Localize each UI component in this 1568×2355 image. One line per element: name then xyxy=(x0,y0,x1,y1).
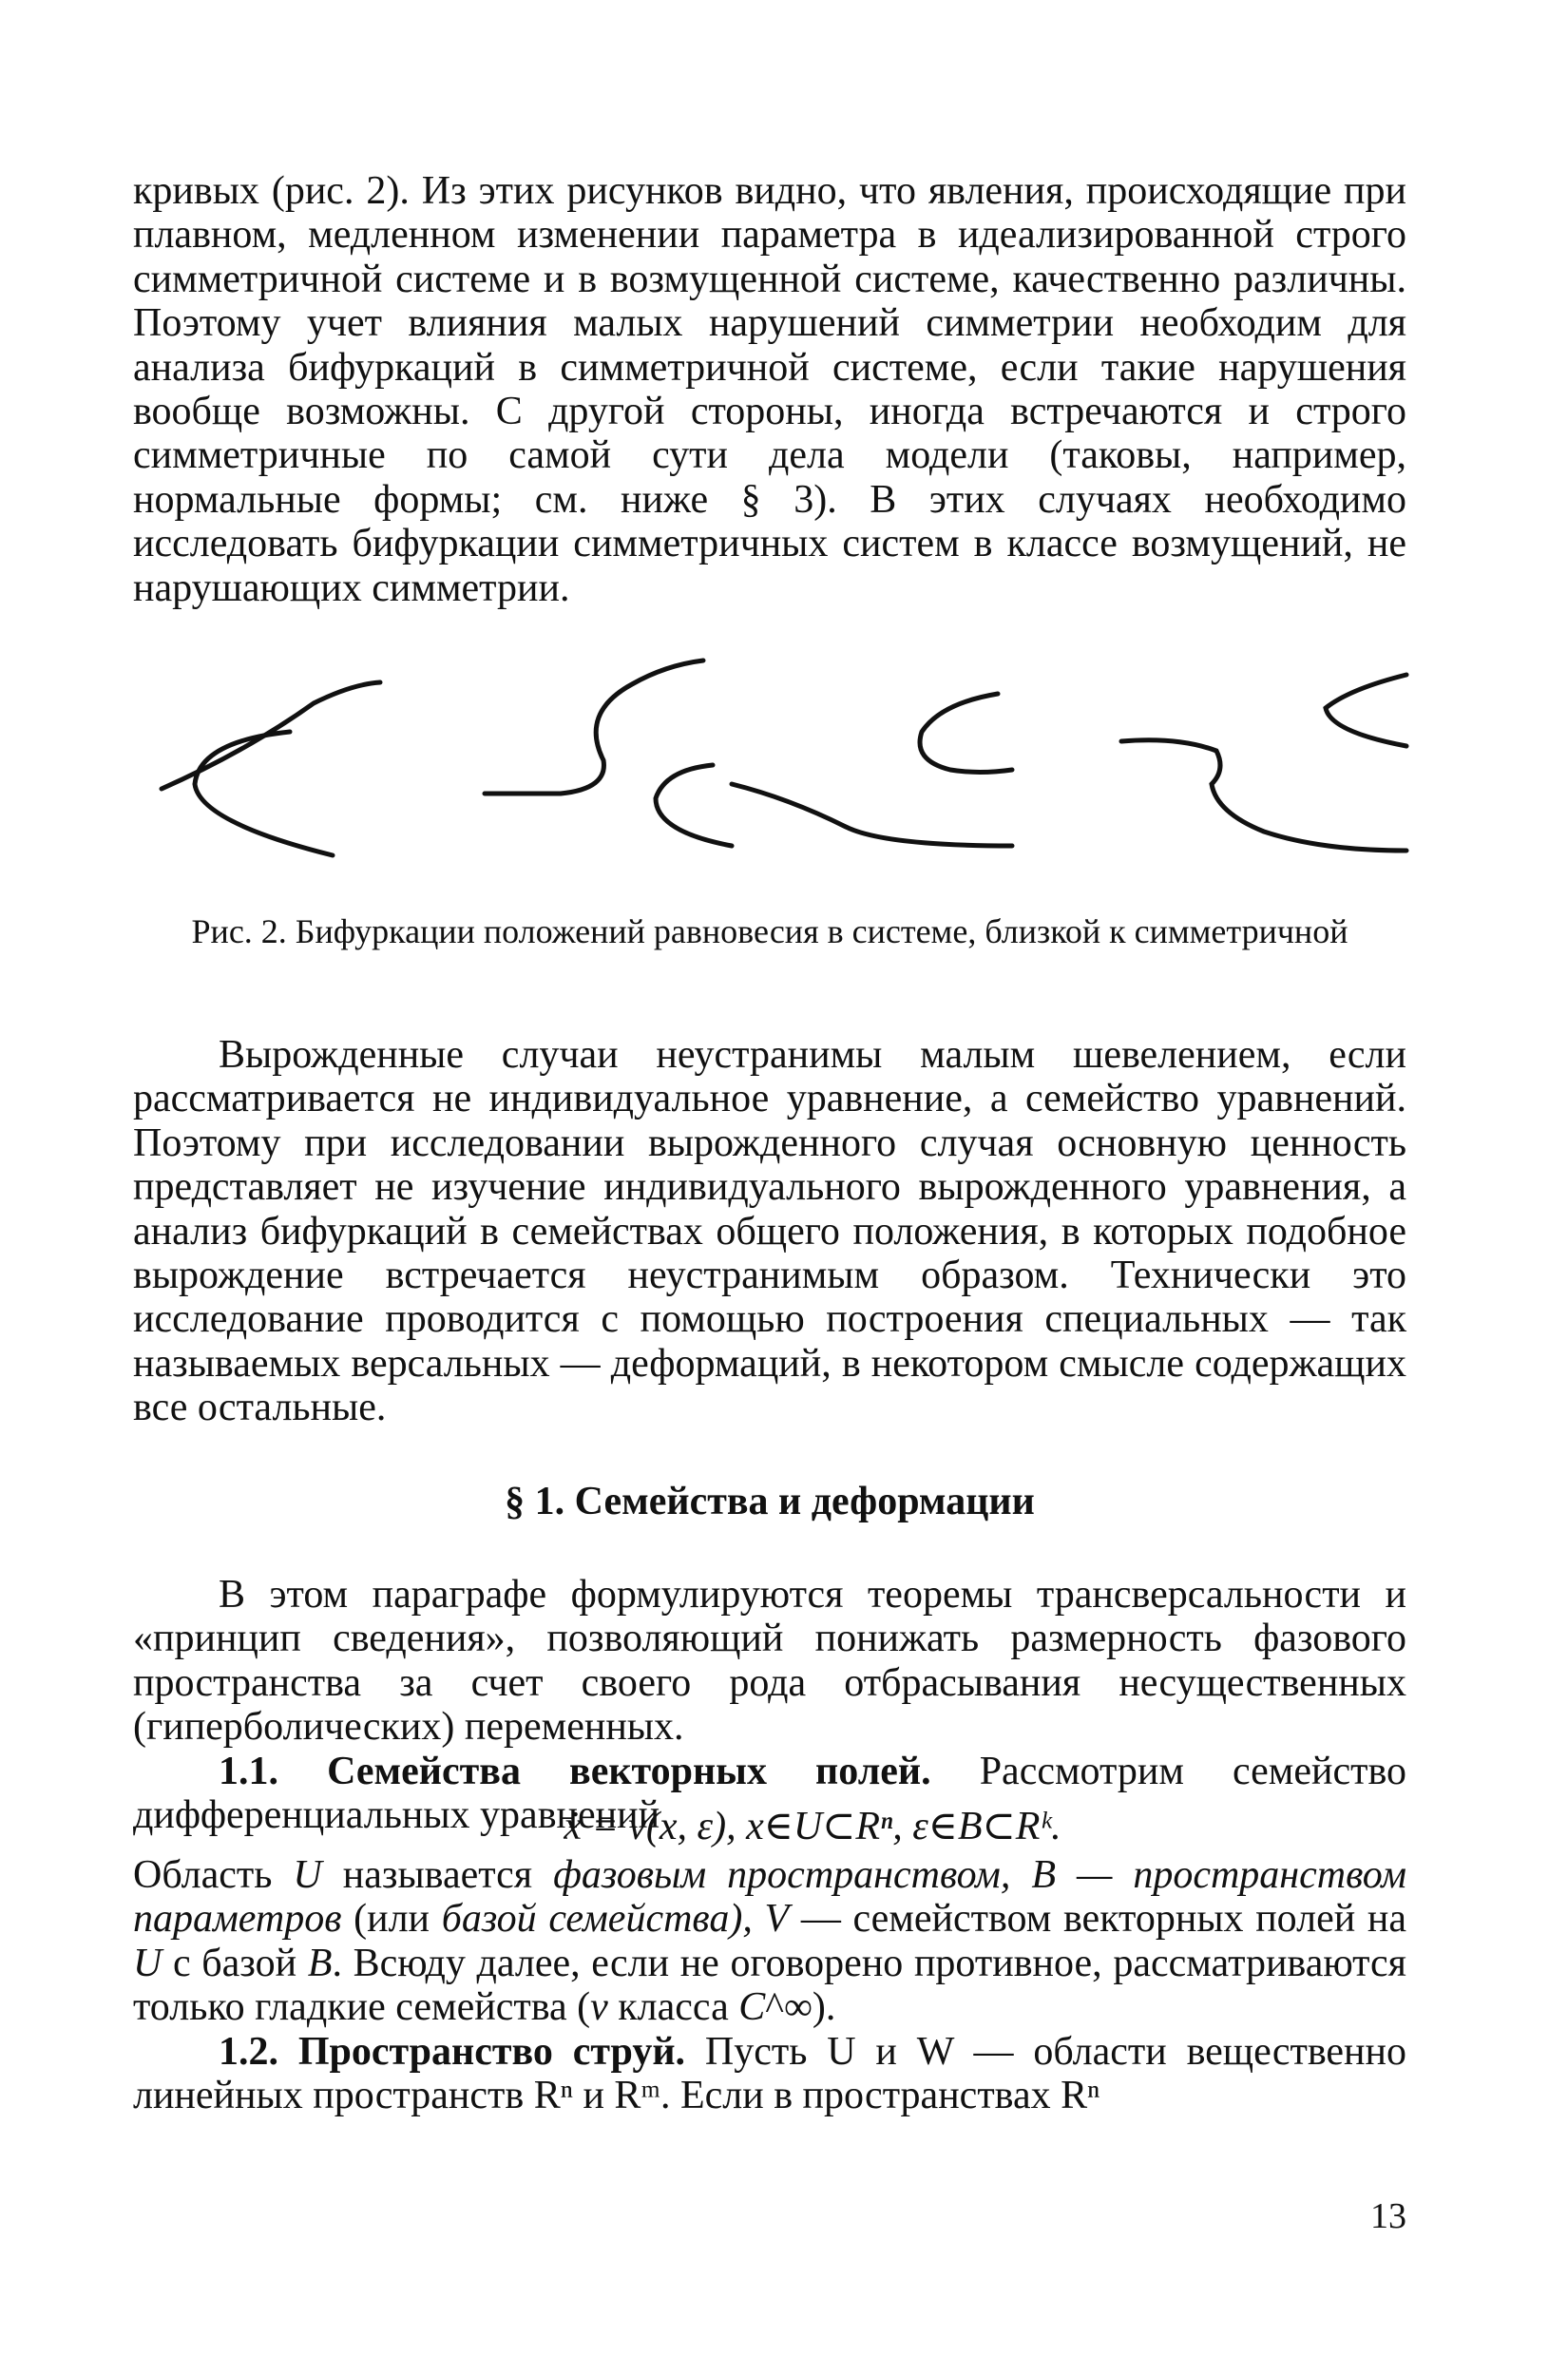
italic-run: U xyxy=(293,1853,322,1897)
curve-2b xyxy=(656,765,732,846)
text-run: — семейством векторных полей на xyxy=(789,1897,1406,1942)
subsection-title: 1.1. Семейства векторных полей. xyxy=(219,1749,931,1793)
italic-run: v xyxy=(590,1985,608,2030)
paragraph-definitions xyxy=(133,1853,1406,2117)
curve-4a xyxy=(1121,740,1406,851)
paragraph-intro xyxy=(133,1573,1406,1837)
curve-2a xyxy=(485,661,703,794)
italic-run: U xyxy=(133,1941,163,1985)
text-run: Область xyxy=(133,1853,294,1897)
italic-run: C xyxy=(738,1985,766,2030)
paragraph-text: В этом параграфе формулируются теоремы трансверсальности и «принцип сведения», позволяющий понижать размерность фазового пространства за счет своего рода отбрасывания несущественных (гиперболических) переменных. xyxy=(133,1573,1406,1750)
text-run: ^∞). xyxy=(765,1985,836,2030)
paragraph-top xyxy=(133,169,1406,610)
definitions-text xyxy=(133,1853,1406,2030)
curve-1b xyxy=(195,732,333,855)
italic-run: фазовым пространством, B — пространством параметров xyxy=(133,1853,1406,1942)
italic-run: базой семейства), V xyxy=(441,1897,790,1942)
italic-run: B xyxy=(307,1941,333,1985)
formula: ẋ = v(x, ε), x∈U⊂Rⁿ, ε∈B⊂Rᵏ. xyxy=(564,1805,1061,1848)
section-heading: § 1. Семейства и деформации xyxy=(505,1480,1035,1523)
text-run: класса xyxy=(607,1985,739,2030)
figure-caption: Рис. 2. Бифуркации положений равновесия в системе, близкой к симметричной xyxy=(191,912,1348,950)
subsection-1-2 xyxy=(133,2030,1406,2118)
subsection-text: Рассмотрим семейство дифференциальных уравнений xyxy=(133,1749,1407,1838)
subsection-title: 1.2. Пространство струй. xyxy=(219,2029,686,2074)
text-run: с базой xyxy=(162,1941,308,1985)
curve-3b xyxy=(920,694,1012,773)
curve-4b xyxy=(1326,675,1406,746)
text-run: называется xyxy=(321,1853,554,1897)
paragraph-degenerate xyxy=(133,1033,1406,1430)
paragraph-text: кривых (рис. 2). Из этих рисунков видно, что явления, происходящие при плавном, медленном изменении параметра в идеализированной строго симметричной системе и в возмущенной системе, качественно различны. Поэтому учет влияния малых нарушений симметрии необходим для анализа бифуркаций в симметричной системе, если такие нарушения вообще возможны. С другой стороны, иногда встречаются и строго симметричные по самой сути дела модели (таковы, например, нормальные формы; см. ниже § 3). В этих случаях необходимо исследовать бифуркации симметричных систем в классе возмущений, не нарушающих симметрии. xyxy=(133,169,1406,610)
figure-bifurcation-curves xyxy=(124,646,1435,922)
subsection-text: Пусть U и W — области вещественно линейных пространств Rⁿ и Rᵐ. Если в пространствах Rⁿ xyxy=(133,2029,1407,2118)
page-number: 13 xyxy=(1370,2196,1406,2236)
paragraph-text: Вырожденные случаи неустранимы малым шевелением, если рассматривается не индивидуальное уравнение, а семейство уравнений. Поэтому при исследовании вырожденного случая основную ценность представляет не изучение индивидуального вырожденного уравнения, а анализ бифуркаций в семействах общего положения, в которых подобное вырождение встречается неустранимым образом. Технически это исследование проводится с помощью построения специальных — так называемых версальных — деформаций, в некотором смысле содержащих все остальные. xyxy=(133,1033,1406,1430)
curve-3a xyxy=(732,784,1012,846)
text-run: . Всюду далее, если не оговорено противное, рассматриваются только гладкие семейства ( xyxy=(133,1941,1407,2030)
text-run: (или xyxy=(341,1897,442,1942)
